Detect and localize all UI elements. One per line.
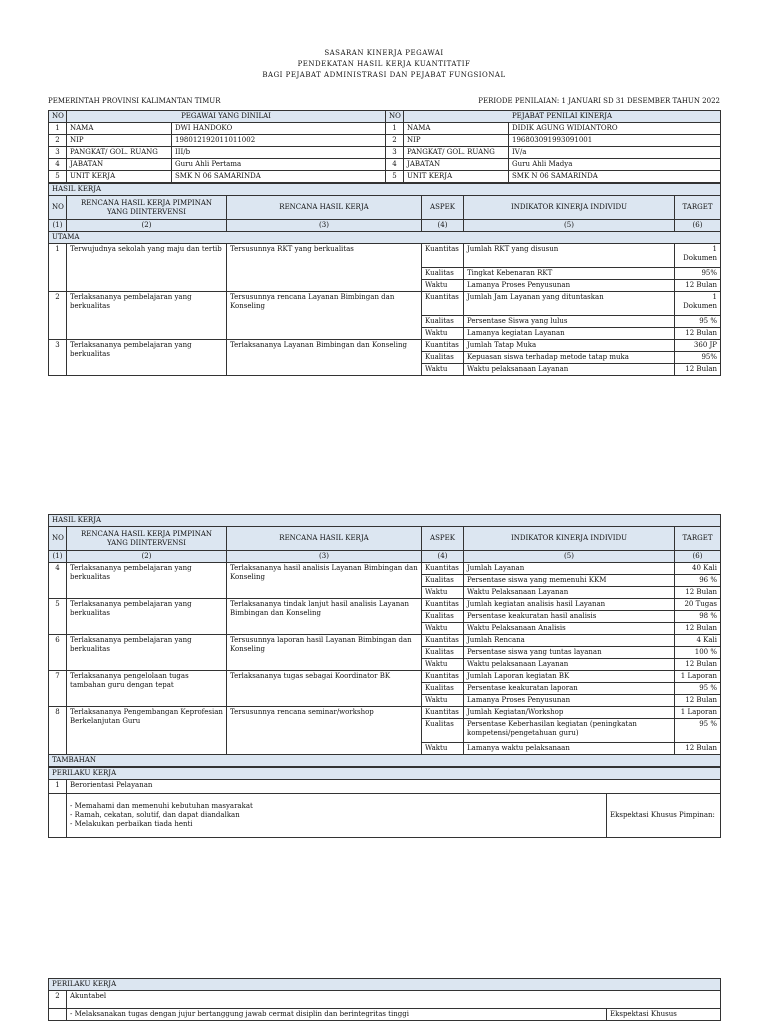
aspect: Kuantitas <box>422 292 464 316</box>
col-head: ASPEK <box>422 527 464 551</box>
col-head: INDIKATOR KINERJA INDIVIDU <box>464 196 675 220</box>
col-head: TARGET <box>675 527 721 551</box>
indicator: Waktu Pelaksanaan Analisis <box>464 623 675 635</box>
title-line-1: SASARAN KINERJA PEGAWAI <box>324 49 444 57</box>
result-row <box>49 563 721 575</box>
target: 20 Tugas <box>675 599 721 611</box>
work-plan: Tersusunnya rencana Layanan Bimbingan dan Konseling <box>227 292 422 340</box>
indicator: Persentase keakuratan laporan <box>464 683 675 695</box>
behavior-no: 1 <box>49 780 67 794</box>
col-number: (6) <box>675 220 721 232</box>
indicator: Persentase Keberhasilan kegiatan (peningkatan kompetensi/pengetahuan guru) <box>464 719 675 743</box>
id-left-value: III/b <box>172 147 386 159</box>
id-label: NAMA <box>67 123 172 135</box>
col-number: (2) <box>67 220 227 232</box>
result-no: 3 <box>49 340 67 376</box>
behavior-bullets-2 <box>67 1009 607 1021</box>
target: 1 Laporan <box>675 707 721 719</box>
col-number: (1) <box>49 551 67 563</box>
col-head: TARGET <box>675 196 721 220</box>
id-n: 2 <box>49 135 67 147</box>
aspect: Waktu <box>422 695 464 707</box>
col-number: (3) <box>227 220 422 232</box>
aspect: Kuantitas <box>422 340 464 352</box>
indicator: Tingkat Kebenaran RKT <box>464 268 675 280</box>
id-label: JABATAN <box>67 159 172 171</box>
id-right-value: IV/a <box>509 147 721 159</box>
bullet-item: - Memahami dan memenuhi kebutuhan masyarakat <box>70 802 253 810</box>
work-plan: Tersusunnya laporan hasil Layanan Bimbingan dan Konseling <box>227 635 422 671</box>
target: 95% <box>675 352 721 364</box>
id-label-2: UNIT KERJA <box>404 171 509 183</box>
col-number: (6) <box>675 551 721 563</box>
aspect: Kuantitas <box>422 635 464 647</box>
leader-plan: Terlaksananya pengelolaan tugas tambahan guru dengan tepat <box>67 671 227 707</box>
target: 12 Bulan <box>675 280 721 292</box>
col-head: INDIKATOR KINERJA INDIVIDU <box>464 527 675 551</box>
result-no: 4 <box>49 563 67 599</box>
id-n: 5 <box>49 171 67 183</box>
period: PERIODE PENILAIAN: 1 JANUARI SD 31 DESEMBER TAHUN 2022 <box>478 97 720 105</box>
page-2 <box>0 514 768 874</box>
indicator: Persentase keakuratan hasil analisis <box>464 611 675 623</box>
leader-plan: Terlaksananya Pengembangan Keprofesian Berkelanjutan Guru <box>67 707 227 755</box>
indicator: Lamanya waktu pelaksanaan <box>464 743 675 755</box>
aspect: Kualitas <box>422 719 464 743</box>
id-label: PANGKAT/ GOL. RUANG <box>67 147 172 159</box>
result-no: 7 <box>49 671 67 707</box>
target: 360 JP <box>675 340 721 352</box>
id-n-2: 3 <box>386 147 404 159</box>
id-left-value: Guru Ahli Pertama <box>172 159 386 171</box>
section-tambahan: TAMBAHAN <box>49 755 721 767</box>
id-n: 3 <box>49 147 67 159</box>
target: 12 Bulan <box>675 364 721 376</box>
indicator: Lamanya Proses Penyusunan <box>464 280 675 292</box>
col-number: (1) <box>49 220 67 232</box>
aspect: Kualitas <box>422 575 464 587</box>
indicator: Waktu pelaksanaan Layanan <box>464 659 675 671</box>
result-no: 1 <box>49 244 67 292</box>
aspect: Kualitas <box>422 611 464 623</box>
id-left-value: DWI HANDOKO <box>172 123 386 135</box>
identity-row <box>49 147 721 159</box>
indicator: Waktu pelaksanaan Layanan <box>464 364 675 376</box>
behavior-name: Berorientasi Pelayanan <box>67 780 721 794</box>
behavior-table-2 <box>48 978 721 1021</box>
target: 12 Bulan <box>675 587 721 599</box>
target: 96 % <box>675 575 721 587</box>
aspect: Waktu <box>422 659 464 671</box>
right-head: PEJABAT PENILAI KINERJA <box>404 111 721 123</box>
indicator: Lamanya Proses Penyusunan <box>464 695 675 707</box>
work-plan: Terlaksananya Layanan Bimbingan dan Konseling <box>227 340 422 376</box>
indicator: Lamanya kegiatan Layanan <box>464 328 675 340</box>
results-table-1 <box>48 183 721 376</box>
aspect: Waktu <box>422 364 464 376</box>
target: 95% <box>675 268 721 280</box>
indicator: Jumlah Kegiatan/Workshop <box>464 707 675 719</box>
indicator: Persentase siswa yang tuntas layanan <box>464 647 675 659</box>
behavior-bullets <box>67 794 607 838</box>
col-head: RENCANA HASIL KERJA PIMPINAN YANG DIINTERVENSI <box>67 527 227 551</box>
work-plan: Terlaksananya hasil analisis Layanan Bimbingan dan Konseling <box>227 563 422 599</box>
leader-plan: Terlaksananya pembelajaran yang berkualitas <box>67 563 227 599</box>
aspect: Kualitas <box>422 683 464 695</box>
result-no: 5 <box>49 599 67 635</box>
aspect: Kuantitas <box>422 563 464 575</box>
result-no: 2 <box>49 292 67 340</box>
indicator: Persentase Siswa yang lulus <box>464 316 675 328</box>
aspect: Kualitas <box>422 268 464 280</box>
bullet-item: - Ramah, cekatan, solutif, dan dapat diandalkan <box>70 811 240 819</box>
target: 12 Bulan <box>675 328 721 340</box>
target: 100 % <box>675 647 721 659</box>
target: 12 Bulan <box>675 695 721 707</box>
id-right-value: 196803091993091001 <box>509 135 721 147</box>
id-label-2: NAMA <box>404 123 509 135</box>
behavior-name-2: Akuntabel <box>67 991 721 1009</box>
id-n-2: 1 <box>386 123 404 135</box>
id-label-2: NIP <box>404 135 509 147</box>
section-perilaku-2: PERILAKU KERJA <box>49 979 721 991</box>
col-number: (2) <box>67 551 227 563</box>
leader-plan: Terwujudnya sekolah yang maju dan tertib <box>67 244 227 292</box>
id-no-head-2: NO <box>386 111 404 123</box>
leader-plan: Terlaksananya pembelajaran yang berkualitas <box>67 599 227 635</box>
target: 4 Kali <box>675 635 721 647</box>
section-perilaku: PERILAKU KERJA <box>49 768 721 780</box>
identity-table <box>48 110 721 183</box>
aspect: Waktu <box>422 328 464 340</box>
indicator: Jumlah Laporan kegiatan BK <box>464 671 675 683</box>
organization: PEMERINTAH PROVINSI KALIMANTAN TIMUR <box>48 97 221 105</box>
title-line-3: BAGI PEJABAT ADMINISTRASI DAN PEJABAT FUNGSIONAL <box>262 71 506 79</box>
bullet-item: - Melaksanakan tugas dengan jujur bertanggung jawab cermat disiplin dan berintegritas tinggi <box>70 1010 409 1018</box>
identity-row <box>49 135 721 147</box>
work-plan: Tersusunnya RKT yang berkualitas <box>227 244 422 292</box>
indicator: Jumlah Jam Layanan yang dituntaskan <box>464 292 675 316</box>
col-number: (5) <box>464 220 675 232</box>
col-head: RENCANA HASIL KERJA <box>227 527 422 551</box>
target: 1 Dokumen <box>675 244 721 268</box>
behavior-expectation: Ekspektasi Khusus Pimpinan: <box>607 794 721 838</box>
target: 95 % <box>675 719 721 743</box>
id-n-2: 4 <box>386 159 404 171</box>
target: 12 Bulan <box>675 743 721 755</box>
result-row <box>49 340 721 352</box>
aspect: Kuantitas <box>422 671 464 683</box>
col-number: (4) <box>422 220 464 232</box>
leader-plan: Terlaksananya pembelajaran yang berkualitas <box>67 635 227 671</box>
leader-plan: Terlaksananya pembelajaran yang berkualitas <box>67 292 227 340</box>
indicator: Kepuasan siswa terhadap metode tatap muka <box>464 352 675 364</box>
id-right-value: Guru Ahli Madya <box>509 159 721 171</box>
left-head: PEGAWAI YANG DINILAI <box>67 111 386 123</box>
indicator: Jumlah RKT yang disusun <box>464 244 675 268</box>
col-head: NO <box>49 196 67 220</box>
title-line-2: PENDEKATAN HASIL KERJA KUANTITATIF <box>297 60 471 68</box>
col-head: NO <box>49 527 67 551</box>
result-no: 6 <box>49 635 67 671</box>
col-number: (5) <box>464 551 675 563</box>
col-number: (3) <box>227 551 422 563</box>
indicator: Jumlah kegiatan analisis hasil Layanan <box>464 599 675 611</box>
id-label: UNIT KERJA <box>67 171 172 183</box>
page-3 <box>0 978 768 1024</box>
id-n: 1 <box>49 123 67 135</box>
id-left-value: SMK N 06 SAMARINDA <box>172 171 386 183</box>
indicator: Waktu Pelaksanaan Layanan <box>464 587 675 599</box>
id-n-2: 5 <box>386 171 404 183</box>
target: 1 Laporan <box>675 671 721 683</box>
target: 40 Kali <box>675 563 721 575</box>
result-row <box>49 244 721 268</box>
aspect: Kualitas <box>422 647 464 659</box>
result-no: 8 <box>49 707 67 755</box>
result-row <box>49 292 721 316</box>
bullet-item: - Melakukan perbaikan tiada henti <box>70 820 193 828</box>
indicator: Jumlah Rencana <box>464 635 675 647</box>
identity-and-results <box>48 110 720 376</box>
aspect: Kuantitas <box>422 244 464 268</box>
col-head: ASPEK <box>422 196 464 220</box>
id-label-2: JABATAN <box>404 159 509 171</box>
section-hasil-2: HASIL KERJA <box>49 515 721 527</box>
aspect: Kualitas <box>422 352 464 364</box>
result-row <box>49 599 721 611</box>
doc-title <box>0 48 768 81</box>
id-label-2: PANGKAT/ GOL. RUANG <box>404 147 509 159</box>
work-plan: Tersusunnya rencana seminar/workshop <box>227 707 422 755</box>
id-no-head: NO <box>49 111 67 123</box>
blank-cell-2 <box>49 1009 67 1021</box>
aspect: Kuantitas <box>422 707 464 719</box>
identity-row <box>49 123 721 135</box>
result-row <box>49 635 721 647</box>
page-1 <box>0 0 768 450</box>
id-n-2: 2 <box>386 135 404 147</box>
leader-plan: Terlaksananya pembelajaran yang berkualitas <box>67 340 227 376</box>
behavior-table-1 <box>48 767 721 838</box>
result-row <box>49 707 721 719</box>
col-number: (4) <box>422 551 464 563</box>
id-label: NIP <box>67 135 172 147</box>
id-right-value: SMK N 06 SAMARINDA <box>509 171 721 183</box>
blank-cell <box>49 794 67 838</box>
target: 98 % <box>675 611 721 623</box>
id-left-value: 198012192011011002 <box>172 135 386 147</box>
identity-row <box>49 159 721 171</box>
aspect: Waktu <box>422 587 464 599</box>
section-utama: UTAMA <box>49 232 721 244</box>
indicator: Jumlah Layanan <box>464 563 675 575</box>
behavior-no-2: 2 <box>49 991 67 1009</box>
target: 12 Bulan <box>675 659 721 671</box>
indicator: Jumlah Tatap Muka <box>464 340 675 352</box>
results-table-2 <box>48 514 721 767</box>
target: 95 % <box>675 316 721 328</box>
indicator: Persentase siswa yang memenuhi KKM <box>464 575 675 587</box>
target: 95 % <box>675 683 721 695</box>
work-plan: Terlaksananya tugas sebagai Koordinator BK <box>227 671 422 707</box>
col-head: RENCANA HASIL KERJA <box>227 196 422 220</box>
aspect: Waktu <box>422 743 464 755</box>
target: 1 Dokumen <box>675 292 721 316</box>
section-hasil: HASIL KERJA <box>49 184 721 196</box>
work-plan: Terlaksananya tindak lanjut hasil analisis Layanan Bimbingan dan Konseling <box>227 599 422 635</box>
id-right-value: DIDIK AGUNG WIDIANTORO <box>509 123 721 135</box>
aspect: Kuantitas <box>422 599 464 611</box>
target: 12 Bulan <box>675 623 721 635</box>
aspect: Waktu <box>422 280 464 292</box>
aspect: Kualitas <box>422 316 464 328</box>
meta-row <box>48 97 720 105</box>
id-n: 4 <box>49 159 67 171</box>
result-row <box>49 671 721 683</box>
behavior-expectation-2: Ekspektasi Khusus <box>607 1009 721 1021</box>
col-head: RENCANA HASIL KERJA PIMPINAN YANG DIINTERVENSI <box>67 196 227 220</box>
identity-row <box>49 171 721 183</box>
aspect: Waktu <box>422 623 464 635</box>
